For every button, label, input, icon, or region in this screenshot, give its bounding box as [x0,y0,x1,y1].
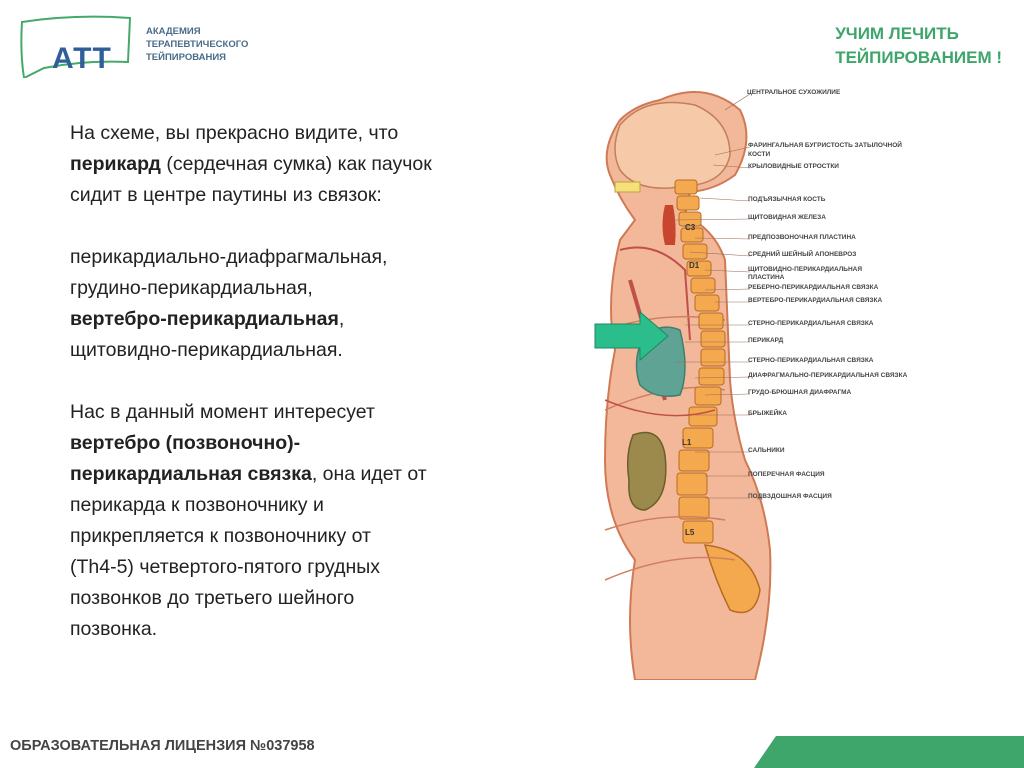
diagram-label: ПОДВЗДОШНАЯ ФАСЦИЯ [748,493,832,500]
list-item: перикардиально-диафрагмальная, [70,246,388,268]
diagram-label: СТЕРНО-ПЕРИКАРДИАЛЬНАЯ СВЯЗКА [748,357,874,364]
diagram-label: ПЕРИКАРД [748,337,784,344]
diagram-label: КРЫЛОВИДНЫЕ ОТРОСТКИ [748,163,839,170]
teeth [615,182,640,192]
logo-text: АТТ [52,42,112,75]
slogan: УЧИМ ЛЕЧИТЬ ТЕЙПИРОВАНИЕМ ! [835,24,1002,67]
diagram-label: ГРУДО-БРЮШНАЯ ДИАФРАГМА [748,389,852,396]
diagram-label: СТЕРНО-ПЕРИКАРДИАЛЬНАЯ СВЯЗКА [748,320,874,327]
diagram-label: САЛЬНИКИ [748,447,785,454]
diagram-label: БРЫЖЕЙКА [748,410,787,417]
vertebra-mark: L1 [682,438,692,447]
list-item: грудино-перикардиальная, [70,277,313,299]
vertebra-mark: C3 [685,223,696,232]
skull [615,103,730,189]
list-item: вертебро-перикардиальная, [70,308,345,330]
vertebra-mark: D1 [689,261,700,270]
diagram-label: ЦЕНТРАЛЬНОЕ СУХОЖИЛИЕ [747,89,841,96]
anatomy-illustration [565,80,920,680]
list-item: щитовидно-перикардиальная. [70,339,343,361]
paragraph: перикарда к позвоночнику и [70,494,324,516]
diagram-label: ПРЕДПОЗВОНОЧНАЯ ПЛАСТИНА [748,234,856,241]
main-text [70,118,510,645]
footer-accent-bar [754,736,1024,768]
diagram-label: ЩИТОВИДНО-ПЕРИКАРДИАЛЬНАЯ [748,266,863,273]
thyroid [663,205,676,245]
diagram-label: СРЕДНИЙ ШЕЙНЫЙ АПОНЕВРОЗ [748,251,857,258]
paragraph: вертебро (позвоночно)- [70,432,301,454]
paragraph: позвонков до третьего шейного [70,587,355,609]
paragraph: прикрепляется к позвоночнику от [70,525,371,547]
paragraph: перикардиальная связка, она идет от [70,463,427,485]
paragraph: Нас в данный момент интересует [70,401,375,423]
academy-logo [14,12,138,78]
diagram-label: КОСТИ [748,151,771,158]
paragraph: сидит в центре паутины из связок: [70,184,382,206]
diagram-label: ДИАФРАГМАЛЬНО-ПЕРИКАРДИАЛЬНАЯ СВЯЗКА [748,372,908,379]
paragraph: (Th4-5) четвертого-пятого грудных [70,556,380,578]
org-name: АКАДЕМИЯ ТЕРАПЕВТИЧЕСКОГО ТЕЙПИРОВАНИЯ [146,26,249,63]
diagram-label: ЩИТОВИДНАЯ ЖЕЛЕЗА [748,214,826,221]
vertebra-mark: L5 [685,528,695,537]
paragraph: позвонка. [70,618,158,640]
diagram-label: ПЛАСТИНА [748,274,785,281]
anatomy-diagram [565,80,920,680]
diagram-label: РЕБЕРНО-ПЕРИКАРДИАЛЬНАЯ СВЯЗКА [748,284,879,291]
paragraph: На схеме, вы прекрасно видите, что [70,122,399,144]
license-text: ОБРАЗОВАТЕЛЬНАЯ ЛИЦЕНЗИЯ №037958 [10,738,315,754]
diagram-label: ФАРИНГАЛЬНАЯ БУГРИСТОСТЬ ЗАТЫЛОЧНОЙ [748,142,902,149]
diagram-label: ПОПЕРЕЧНАЯ ФАСЦИЯ [748,471,825,478]
diagram-label: ПОДЪЯЗЫЧНАЯ КОСТЬ [748,196,826,203]
paragraph: перикард (сердечная сумка) как паучок [70,153,432,175]
diagram-label: ВЕРТЕБРО-ПЕРИКАРДИАЛЬНАЯ СВЯЗКА [748,297,883,304]
